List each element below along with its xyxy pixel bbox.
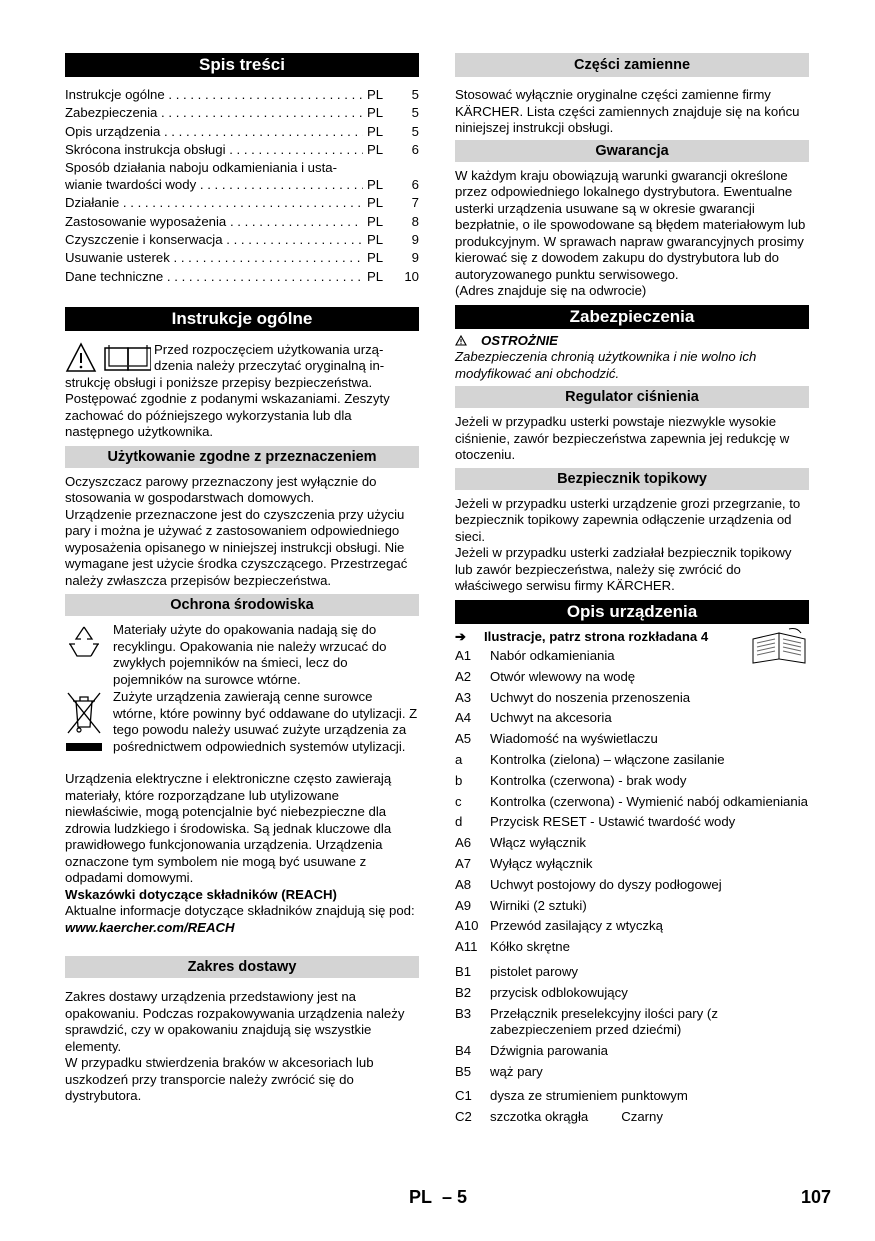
part-key: b [455, 772, 463, 788]
part-item [455, 856, 809, 873]
part-label: Kółko skrętne [490, 939, 570, 955]
electronics-text: Urządzenia elektryczne i elektroniczne często zawierają materiały, które rozporządzane lub utylizowane niewłaściwie, mogą potencjalnie być niebezpieczne dla zdrowia ludzkiego i środowiska. Są jednak kluczowe dla prawidłowego funkcjonowania urządzenia. Urządzenia oznaczone tym symbolem nie mogą być usuwane z odpadami domowymi. [65, 771, 392, 886]
caution-text: Zabezpieczenia chronią użytkownika i nie wolno ich modyfikować ani obchodzić. [455, 349, 757, 381]
part-label: dysza ze strumieniem punktowym [490, 1088, 688, 1104]
reach-title: Wskazówki dotyczące składników (REACH) [65, 886, 337, 902]
part-label: Uchwyt na akcesoria [490, 710, 612, 726]
part-item [455, 918, 809, 935]
part-label: przycisk odblokowujący [490, 984, 628, 1000]
part-label: Przełącznik preselekcyjny ilości pary (z zabezpieczeniem przed dziećmi) [490, 1005, 718, 1038]
toc-row[interactable]: Skrócona instrukcja obsługi . . . PL 6 [65, 141, 419, 159]
recycling-icon [65, 624, 103, 660]
toc-title: Spis treści [65, 53, 419, 77]
toc-list [65, 86, 419, 286]
part-key: a [455, 751, 463, 767]
part-label: Uchwyt postojowy do dyszy podłogowej [490, 876, 722, 892]
part-key: A11 [455, 939, 478, 955]
part-item [455, 1006, 809, 1039]
part-label: Włącz wyłącznik [490, 835, 586, 851]
delivery-title: Zakres dostawy [65, 956, 419, 978]
part-item [455, 835, 809, 852]
part-key: d [455, 814, 463, 830]
right-column [455, 53, 809, 1130]
recycling-text: Materiały użyte do opakowania nadają się do recyklingu. Opakowania nie należy wrzucać do zwykłych pojemników na śmieci, lecz do pojemników na surowce wtórne. [113, 622, 387, 687]
description-list [455, 629, 809, 1126]
toc-row[interactable]: Działanie . . . PL 7 [65, 194, 419, 212]
part-item [455, 773, 809, 790]
part-key: c [455, 793, 462, 809]
intended-use-p1: Oczyszczacz parowy przeznaczony jest wyłącznie do stosowania w gospodarstwach domowych. [65, 473, 377, 506]
left-column [65, 53, 419, 1105]
toc-row[interactable]: Czyszczenie i konserwacja . . . PL 9 [65, 231, 419, 249]
part-label: Dźwignia parowania [490, 1042, 609, 1058]
part-label: Kontrolka (czerwona) - brak wody [490, 772, 687, 788]
part-item [455, 1088, 809, 1105]
regulator-title: Regulator ciśnienia [455, 386, 809, 408]
part-label: Przewód zasilający z wtyczką [490, 918, 663, 934]
description-title: Opis urządzenia [455, 600, 809, 624]
delivery-p2: W przypadku stwierdzenia braków w akcesoriach lub uszkodzeń przy transporcie należy zwrócić się do dystrybutora. [65, 1055, 374, 1104]
part-item [455, 898, 809, 915]
caution-line [455, 333, 809, 350]
part-key: A6 [455, 835, 472, 851]
part-key: A9 [455, 897, 472, 913]
regulator-text: Jeżeli w przypadku usterki powstaje niezwykle wysokie ciśnienie, zawór bezpieczeństwa zapewnia jej redukcję w otoczeniu. [455, 414, 790, 462]
toc-row[interactable]: Dane techniczne . . . PL 10 [65, 268, 419, 286]
part-label: Wiadomość na wyświetlaczu [490, 731, 658, 747]
part-key: A7 [455, 855, 472, 871]
part-label: pistolet parowy [490, 963, 578, 979]
part-item [455, 690, 809, 707]
part-key: B1 [455, 963, 472, 979]
general-intro-a: Przed rozpoczęciem użytkowania urzą- [154, 341, 384, 357]
foldout-book-icon [749, 627, 809, 665]
part-item [455, 964, 809, 981]
part-item [455, 794, 809, 811]
weee-text: Zużyte urządzenia zawierają cenne surowce wtórne, które powinny być oddawane do utylizacji. Z tego powodu należy usuwać zużyte urządzenia za pośrednictwem odpowiednich systemów utylizacji. [113, 689, 418, 754]
part-label: Przycisk RESET - Ustawić twardość wody [490, 814, 736, 830]
arrow-right-icon: ➔ [455, 628, 467, 644]
reach-text: Aktualne informacje dotyczące składników znajdują się pod: [65, 903, 415, 919]
environment-title: Ochrona środowiska [65, 594, 419, 616]
part-item [455, 814, 809, 831]
part-item [455, 669, 809, 686]
spare-parts-title: Części zamienne [455, 53, 809, 77]
fuse-p2: Jeżeli w przypadku usterki zadziałał bezpiecznik topikowy lub zawór bezpieczeństwa, należy się zwrócić do właściwego serwisu firmy KÄRCHER. [455, 545, 792, 593]
warranty-address: (Adres znajduje się na odwrocie) [455, 283, 647, 298]
general-intro-rest: strukcję obsługi i poniższe przepisy bezpieczeństwa. Postępować zgodnie z podanymi wskazaniami. Zeszyty zachować do późniejszego wykorzystania lub dla następnego użytkownika. [65, 374, 390, 440]
intended-use-title: Użytkowanie zgodne z przeznaczeniem [65, 446, 419, 468]
intended-use-p2: Urządzenie przeznaczone jest do czyszczenia przy użyciu pary i można je używać z zastosowaniem odpowiedniego wyposażenia opisanego w niniejszej instrukcji obsługi. Nie wymagane jest użycie środka czyszczącego. Przestrzegać należy zwłaszcza przepisów bezpieczeństwa. [65, 506, 408, 588]
part-key: B3 [455, 1005, 472, 1021]
part-label: Otwór wlewowy na wodę [490, 668, 636, 684]
part-label: szczotka okrągła Czarny [490, 1109, 663, 1125]
toc-row[interactable]: wianie twardości wody . . . PL 6 [65, 176, 419, 194]
part-item [455, 939, 809, 956]
part-key: B5 [455, 1063, 472, 1079]
delivery-p1: Zakres dostawy urządzenia przedstawiony jest na opakowaniu. Podczas rozpakowywania urządzenia należy sprawdzić, czy w opakowaniu znajdują się wszystkie elementy. [65, 989, 405, 1054]
general-intro [65, 342, 419, 375]
part-key: C1 [455, 1088, 472, 1104]
footer-section: PL – 5 [409, 1187, 468, 1207]
part-key: A5 [455, 731, 472, 747]
part-label: Nabór odkamieniania [490, 648, 615, 663]
part-item [455, 1109, 809, 1126]
warranty-text: W każdym kraju obowiązują warunki gwarancji określone przez odpowiedniego lokalnego dystrybutora. Ewentualne usterki urządzenia usuwane są w okresie gwarancji bezpłatnie, o ile spowodowane są błędem materiałowym lub produkcyjnym. W sprawach napraw gwarancyjnych prosimy kierować się z dowodem zakupu do dystrybutora lub do autoryzowanego punktu serwisowego. [455, 167, 806, 282]
part-key: A2 [455, 668, 472, 684]
fuse-p1: Jeżeli w przypadku usterki urządzenie grozi przegrzanie, to bezpiecznik topikowy zapewnia odłączenie urządzenia od sieci. [455, 495, 801, 544]
group-b [455, 964, 809, 1080]
toc-row[interactable]: Zastosowanie wyposażenia . . . PL 8 [65, 213, 419, 231]
fuse-title: Bezpiecznik topikowy [455, 468, 809, 490]
part-item [455, 752, 809, 769]
part-item [455, 710, 809, 727]
toc-row[interactable]: Opis urządzenia . . . PL 5 [65, 123, 419, 141]
part-label: Uchwyt do noszenia przenoszenia [490, 689, 691, 705]
part-label: wąż pary [490, 1063, 543, 1079]
part-item [455, 1043, 809, 1060]
part-item [455, 731, 809, 748]
part-label: Wyłącz wyłącznik [490, 855, 593, 871]
reach-url[interactable]: www.kaercher.com/REACH [65, 919, 235, 935]
footer-page-number: 107 [801, 1187, 832, 1207]
part-key: A8 [455, 876, 472, 892]
part-key: B4 [455, 1042, 472, 1058]
group-a [455, 648, 809, 956]
illustration-note: ➔ Ilustracje, patrz strona rozkładana 4 [455, 628, 709, 644]
weee-block [65, 689, 419, 771]
toc-row[interactable]: Instrukcje ogólne . . . PL 5 [65, 86, 419, 104]
part-key: A10 [455, 918, 479, 934]
crossed-bin-icon [65, 691, 103, 753]
part-key: B2 [455, 984, 472, 1000]
part-label: Wirniki (2 sztuki) [490, 897, 587, 913]
toc-multiline-first[interactable]: Sposób działania naboju odkamieniania i usta- [65, 160, 337, 176]
general-intro-b: dzenia należy przeczytać oryginalną in- [154, 358, 385, 374]
group-c [455, 1088, 809, 1125]
general-title: Instrukcje ogólne [65, 307, 419, 331]
part-key: A3 [455, 689, 472, 705]
part-label: Kontrolka (czerwona) - Wymienić nabój odkamieniania [490, 793, 808, 809]
part-key: C2 [455, 1109, 472, 1125]
part-key: A4 [455, 710, 472, 726]
part-item [455, 877, 809, 894]
part-key: A1 [455, 648, 472, 663]
toc-row[interactable]: Zabezpieczenia . . . PL 5 [65, 104, 419, 122]
warning-manual-icon [65, 342, 151, 374]
warranty-title: Gwarancja [455, 140, 809, 162]
spare-parts-text: Stosować wyłącznie oryginalne części zamienne firmy KÄRCHER. Lista części zamiennych znajduje się na końcu niniejszej instrukcji obsługi. [455, 87, 800, 135]
part-extra: Czarny [621, 1109, 663, 1125]
caution-icon [455, 335, 467, 346]
toc-row[interactable]: Usuwanie usterek . . . PL 9 [65, 249, 419, 267]
part-item [455, 1064, 809, 1081]
part-label: Kontrolka (zielona) – włączone zasilanie [490, 751, 725, 767]
safety-title: Zabezpieczenia [455, 305, 809, 329]
part-item [455, 985, 809, 1002]
caution-label: OSTROŻNIE [481, 332, 558, 348]
recycling-block [65, 622, 419, 688]
